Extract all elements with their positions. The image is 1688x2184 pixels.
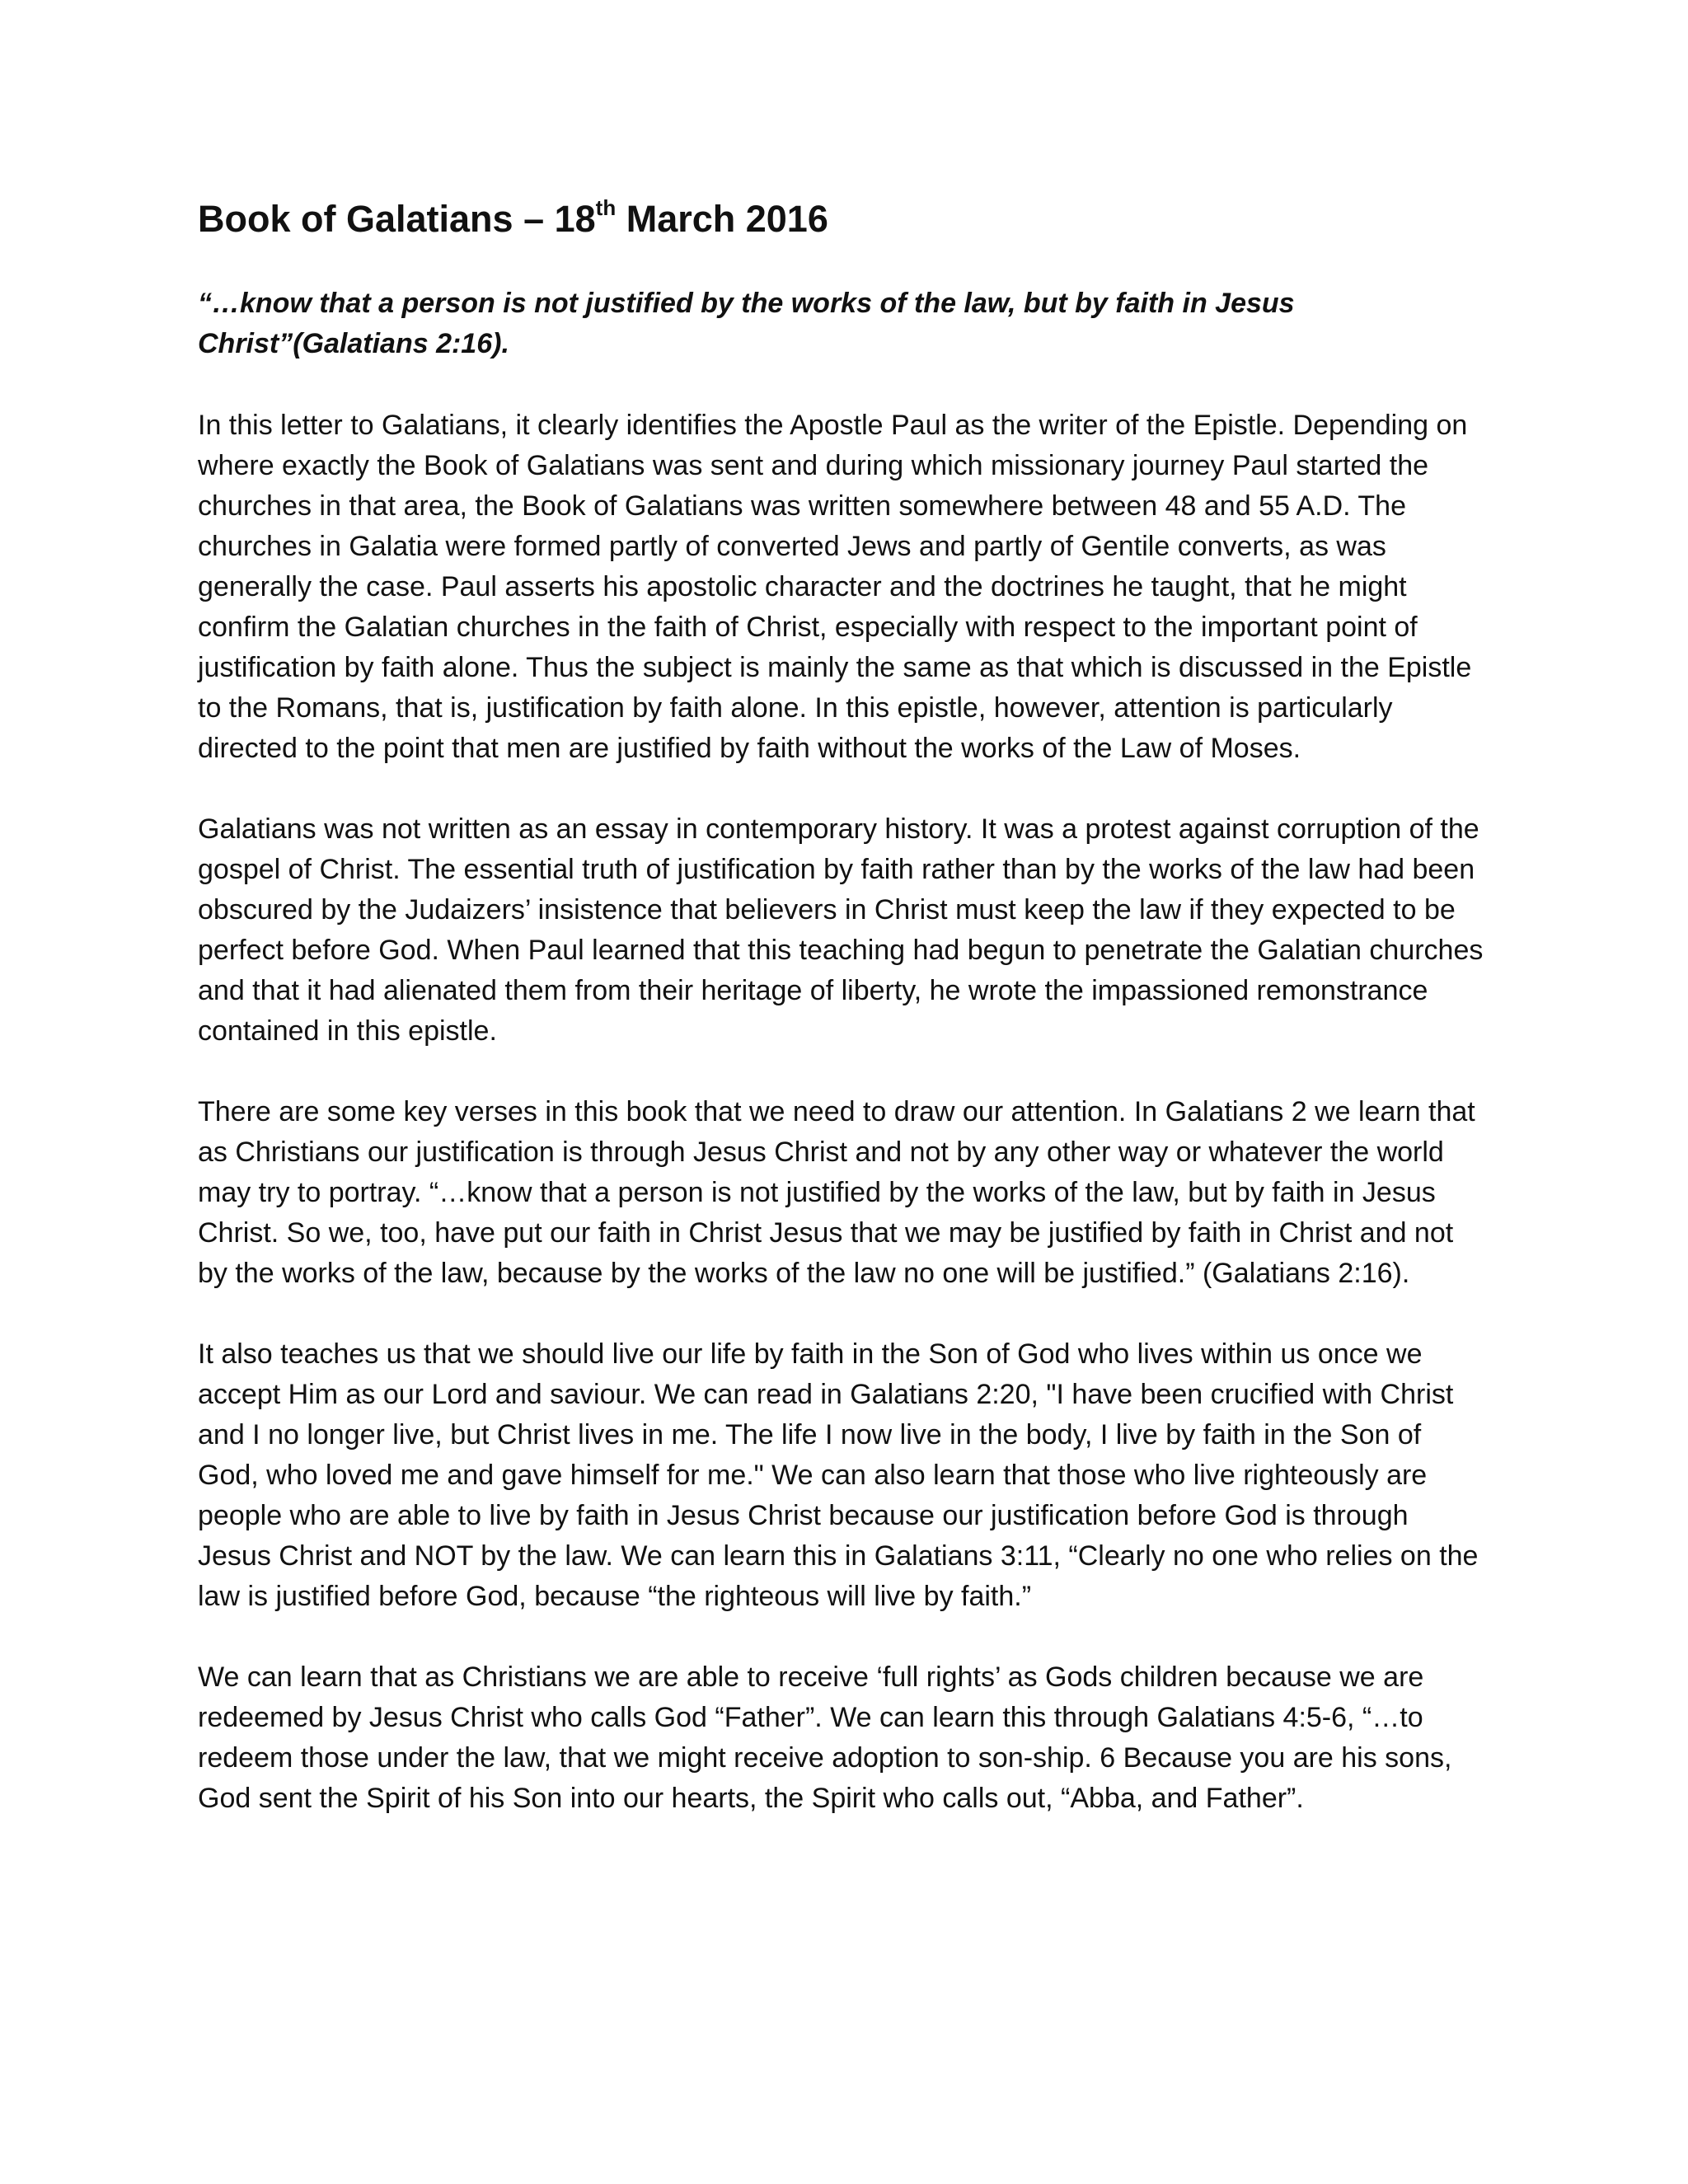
document-page	[198, 194, 1484, 1819]
paragraph-living-by-faith: It also teaches us that we should live our life by faith in the Son of God who lives within us once we accept Him as our Lord and saviour. We can read in Galatians 2:20, "I have been crucified with Christ and I no longer live, but Christ lives in me. The life I now live in the body, I live by faith in the Son of God, who loved me and gave himself for me." We can also learn that those who live righteously are people who are able to live by faith in Jesus Christ because our justification before God is through Jesus Christ and NOT by the law. We can learn this in Galatians 3:11, “Clearly no one who relies on the law is justified before God, because “the righteous will live by faith.”	[198, 1338, 1479, 1612]
epigraph-quote: “…know that a person is not justified by the works of the law, but by faith in Jesus Christ”(Galatians 2:16).	[198, 288, 1295, 359]
title-text: Book of Galatians – 18	[198, 198, 596, 240]
title-ordinal-suffix: th	[595, 195, 617, 220]
title-date-rest: March 2016	[616, 198, 828, 240]
body-text	[198, 405, 1484, 1819]
paragraph-purpose: Galatians was not written as an essay in contemporary history. It was a protest against corruption of the gospel of Christ. The essential truth of justification by faith rather than by the works of the law had been obscured by the Judaizers’ insistence that believers in Christ must keep the law if they expected to be perfect before God. When Paul learned that this teaching had begun to penetrate the Galatian churches and that it had alienated them from their heritage of liberty, he wrote the impassioned remonstrance contained in this epistle.	[198, 813, 1484, 1047]
paragraph-authorship: In this letter to Galatians, it clearly identifies the Apostle Paul as the writer of the Epistle. Depending on where exactly the Book of Galatians was sent and during which missionary journey Paul started the churches in that area, the Book of Galatians was written somewhere between 48 and 55 A.D. The churches in Galatia were formed partly of converted Jews and partly of Gentile converts, as was generally the case. Paul asserts his apostolic character and the doctrines he taught, that he might confirm the Galatian churches in the faith of Christ, especially with respect to the important point of justification by faith alone. Thus the subject is mainly the same as that which is discussed in the Epistle to the Romans, that is, justification by faith alone. In this epistle, however, attention is particularly directed to the point that men are justified by faith without the works of the Law of Moses.	[198, 410, 1472, 764]
paragraph-adoption: We can learn that as Christians we are able to receive ‘full rights’ as Gods children because we are redeemed by Jesus Christ who calls God “Father”. We can learn this through Galatians 4:5-6, “…to redeem those under the law, that we might receive adoption to son-ship. 6 Because you are his sons, God sent the Spirit of his Son into our hearts, the Spirit who calls out, “Abba, and Father”.	[198, 1661, 1452, 1814]
paragraph-key-verses: There are some key verses in this book that we need to draw our attention. In Galatians 2 we learn that as Christians our justification is through Jesus Christ and not by any other way or whatever the world may try to portray. “…know that a person is not justified by the works of the law, but by faith in Jesus Christ. So we, too, have put our faith in Christ Jesus that we may be justified by faith in Christ and not by the works of the law, because by the works of the law no one will be justified.” (Galatians 2:16).	[198, 1096, 1475, 1289]
page-title	[198, 194, 1484, 244]
